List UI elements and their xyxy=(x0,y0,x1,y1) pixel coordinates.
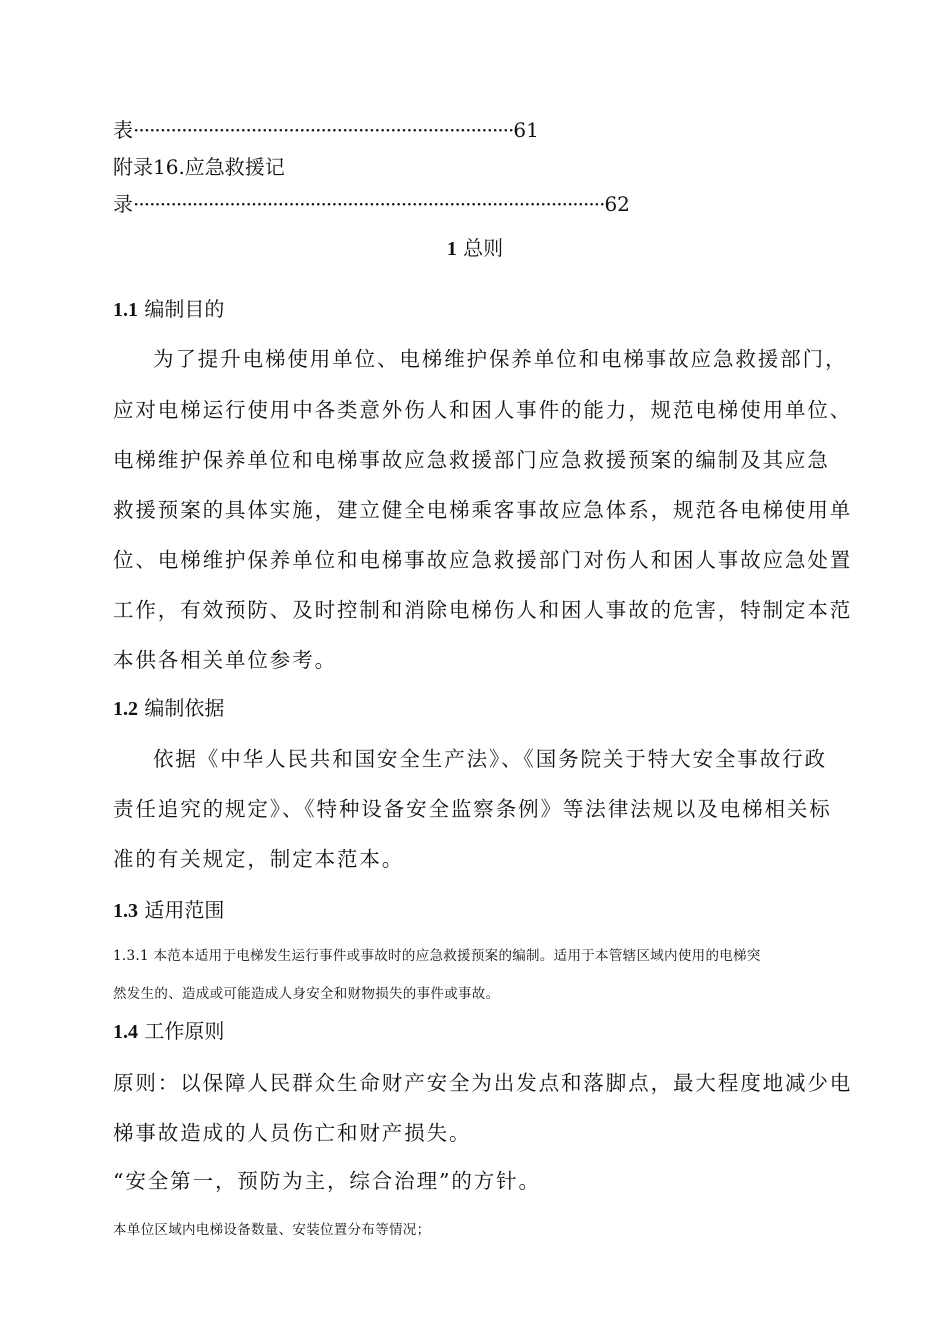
toc-entry-2-text: 录 xyxy=(113,192,133,216)
toc-page-number: 61 xyxy=(513,118,539,142)
paragraph-line: 为了提升电梯使用单位、电梯维护保养单位和电梯事故应急救援部门， xyxy=(153,347,848,371)
section-heading xyxy=(113,692,224,721)
paragraph-line: 依据《中华人民共和国安全生产法》、《国务院关于特大安全事故行政 xyxy=(153,747,827,771)
section-number: 1.2 xyxy=(113,698,138,720)
chapter-number: 1 xyxy=(446,238,457,260)
paragraph-line: 本供各相关单位参考。 xyxy=(113,648,337,672)
paragraph-line: 然发生的、造成或可能造成人身安全和财物损失的事件或事故。 xyxy=(113,986,500,1002)
toc-entry-2[interactable] xyxy=(113,191,630,217)
paragraph-line: 位、电梯维护保养单位和电梯事故应急救援部门对伤人和困人事故应急处置 xyxy=(113,548,853,572)
paragraph-line: 梯事故造成的人员伤亡和财产损失。 xyxy=(113,1121,472,1145)
paragraph-line: 1.3.1 本范本适用于电梯发生运行事件或事故时的应急救援预案的编制。适用于本管辖区域内使用的电梯突 xyxy=(113,948,761,964)
section-number: 1.4 xyxy=(113,1021,138,1043)
paragraph-line: “安全第一，预防为主，综合治理”的方针。 xyxy=(113,1169,541,1193)
chapter-heading xyxy=(0,232,950,261)
paragraph-line: 应对电梯运行使用中各类意外伤人和困人事件的能力，规范电梯使用单位、 xyxy=(113,398,853,422)
section-heading xyxy=(113,1015,224,1044)
section-heading xyxy=(113,293,224,322)
paragraph-line: 工作，有效预防、及时控制和消除电梯伤人和困人事故的危害，特制定本范 xyxy=(113,598,853,622)
note-line: 本单位区域内电梯设备数量、安装位置分布等情况； xyxy=(113,1222,431,1238)
section-number: 1.1 xyxy=(113,299,138,321)
section-title: 工作原则 xyxy=(144,1019,225,1043)
paragraph-line: 电梯维护保养单位和电梯事故应急救援部门应急救援预案的编制及其应急 xyxy=(113,448,830,472)
toc-entry-1-text: 表 xyxy=(113,118,133,142)
toc-dot-leader: ························································································ xyxy=(133,192,605,216)
paragraph-line: 责任追究的规定》、《特种设备安全监察条例》等法律法规以及电梯相关标 xyxy=(113,797,832,821)
paragraph-line: 救援预案的具体实施，建立健全电梯乘客事故应急体系，规范各电梯使用单 xyxy=(113,498,853,522)
section-heading xyxy=(113,894,224,923)
section-title: 适用范围 xyxy=(144,898,225,922)
toc-entry-2-label[interactable]: 附录16.应急救援记 xyxy=(113,155,285,179)
section-title: 编制依据 xyxy=(144,696,225,720)
toc-page-number: 62 xyxy=(604,192,630,216)
toc-dot-leader: ······································································· xyxy=(133,118,514,142)
section-title: 编制目的 xyxy=(144,297,225,321)
toc-entry-1[interactable] xyxy=(113,117,539,143)
section-number: 1.3 xyxy=(113,900,138,922)
chapter-title: 总则 xyxy=(463,236,504,260)
paragraph-line: 原则：以保障人民群众生命财产安全为出发点和落脚点，最大程度地减少电 xyxy=(113,1071,853,1095)
paragraph-line: 准的有关规定，制定本范本。 xyxy=(113,847,405,871)
